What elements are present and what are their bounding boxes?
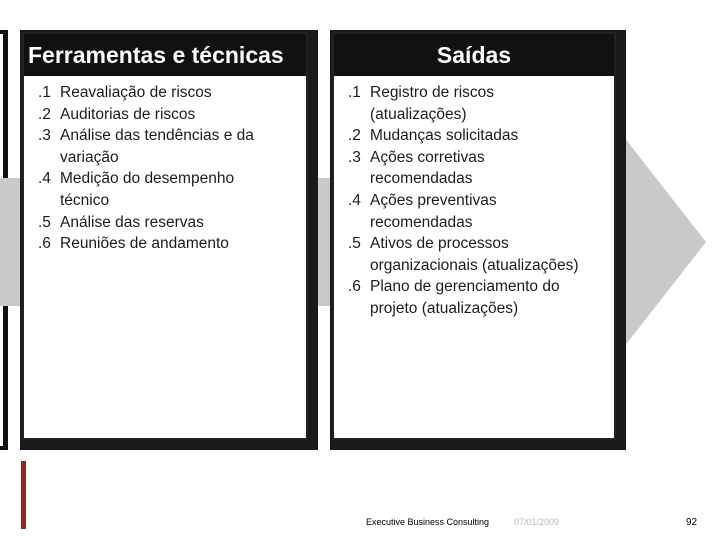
tools-item <box>38 168 270 211</box>
item-text: Análise das reservas <box>60 213 204 231</box>
item-number: .3 <box>38 127 51 145</box>
item-number: .5 <box>38 213 51 231</box>
page-number: 92 <box>686 517 698 528</box>
outputs-item <box>348 125 608 147</box>
outputs-item <box>348 147 520 190</box>
item-text: Registro de riscos (atualizações) <box>370 84 495 123</box>
item-number: .2 <box>348 127 361 145</box>
tools-item <box>38 212 300 234</box>
arrow-head-icon <box>620 132 706 352</box>
item-text: Reuniões de andamento <box>60 235 229 253</box>
item-text: Análise das tendências e da variação <box>60 127 254 166</box>
tools-item <box>38 82 300 104</box>
tools-box <box>22 32 308 440</box>
tools-list <box>38 82 300 255</box>
footer-date: 07/01/2009 <box>514 517 560 527</box>
footer-company: Executive Business Consulting <box>366 517 490 527</box>
item-number: .1 <box>348 84 361 101</box>
item-text: Mudanças solicitadas <box>370 127 519 145</box>
item-number: .4 <box>348 191 361 209</box>
outputs-item <box>348 276 595 319</box>
item-number: .6 <box>38 235 51 253</box>
tools-item <box>38 233 300 255</box>
item-number: .4 <box>38 170 51 188</box>
arrow-band-left <box>0 178 20 306</box>
item-number: .5 <box>348 235 361 253</box>
item-number: .6 <box>348 278 361 296</box>
item-text: Ações preventivas recomendadas <box>370 191 497 231</box>
item-text: Auditorias de riscos <box>60 105 196 123</box>
tools-item <box>38 125 270 168</box>
item-text: Reavaliação de riscos <box>60 84 212 101</box>
outputs-item <box>348 233 620 276</box>
tools-item <box>38 104 300 126</box>
item-text: Ativos de processos organizacionais (atualizações) <box>370 235 579 274</box>
item-number: .3 <box>348 148 361 166</box>
item-text: Medição do desempenho técnico <box>60 170 235 209</box>
outputs-item <box>348 190 535 233</box>
tools-title: Ferramentas e técnicas <box>24 34 306 76</box>
item-number: .2 <box>38 105 51 123</box>
item-text: Plano de gerenciamento do projeto (atualizações) <box>370 278 560 317</box>
outputs-box <box>332 32 616 440</box>
footer-accent-bar <box>21 461 26 529</box>
outputs-title: Saídas <box>334 34 614 76</box>
outputs-list <box>348 82 608 320</box>
item-text: Ações corretivas recomendadas <box>370 148 485 188</box>
item-number: .1 <box>38 84 51 101</box>
outputs-item <box>348 82 520 125</box>
